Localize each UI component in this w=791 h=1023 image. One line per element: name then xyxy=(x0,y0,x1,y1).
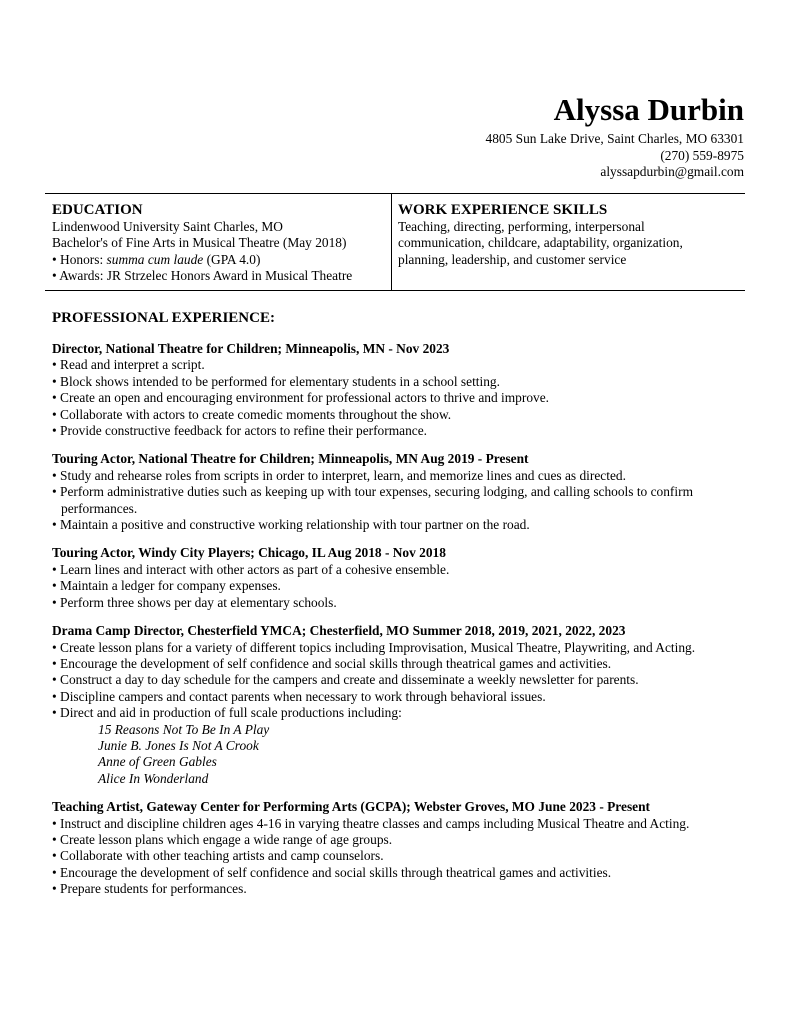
job-bullet: • Collaborate with other teaching artists and camp counselors. xyxy=(52,848,384,864)
education-title: EDUCATION xyxy=(52,202,143,218)
job-entry xyxy=(52,623,752,787)
awards: • Awards: JR Strzelec Honors Award in Musical Theatre xyxy=(52,268,353,284)
production-title: Alice In Wonderland xyxy=(98,770,209,786)
skills-line: Teaching, directing, performing, interpersonal xyxy=(398,219,645,234)
honors-latin: summa cum laude xyxy=(106,251,204,267)
job-entry xyxy=(52,799,752,897)
experience-title: PROFESSIONAL EXPERIENCE: xyxy=(52,310,275,326)
skills-title: WORK EXPERIENCE SKILLS xyxy=(398,202,608,218)
job-bullet: • Collaborate with actors to create comedic moments throughout the show. xyxy=(52,406,452,422)
job-title: Director, National Theatre for Children; Minneapolis, MN - Nov 2023 xyxy=(52,341,450,356)
job-title: Touring Actor, National Theatre for Children; Minneapolis, MN Aug 2019 - Present xyxy=(52,451,529,467)
honors-suffix: (GPA 4.0) xyxy=(203,251,261,267)
skills-section xyxy=(398,202,738,268)
job-bullet: • Perform three shows per day at elementary schools. xyxy=(52,594,337,610)
email: alyssapdurbin@gmail.com xyxy=(600,164,744,180)
job-bullet: • Provide constructive feedback for actors to refine their performance. xyxy=(52,423,427,439)
candidate-name: Alyssa Durbin xyxy=(553,92,744,127)
job-bullet: • Instruct and discipline children ages 4-16 in varying theatre classes and camps including Musical Theatre and Acting. xyxy=(52,815,690,831)
job-bullet: • Discipline campers and contact parents when necessary to work through behavioral issues. xyxy=(52,688,546,704)
table-divider xyxy=(391,194,392,290)
school: Lindenwood University Saint Charles, MO xyxy=(52,219,283,234)
job-title: Touring Actor, Windy City Players; Chicago, IL Aug 2018 - Nov 2018 xyxy=(52,545,446,561)
job-bullet: • Learn lines and interact with other actors as part of a cohesive ensemble. xyxy=(52,561,450,577)
degree: Bachelor's of Fine Arts in Musical Theatre (May 2018) xyxy=(52,235,347,251)
job-bullet: • Maintain a positive and constructive working relationship with tour partner on the road. xyxy=(52,517,530,533)
experience-section xyxy=(52,309,752,910)
education-skills-table xyxy=(45,193,745,291)
job-bullet: • Prepare students for performances. xyxy=(52,881,247,897)
job-bullet: • Create lesson plans for a variety of different topics including Improvisation, Musical Theatre, Playwriting, and Acting. xyxy=(52,639,696,655)
address: 4805 Sun Lake Drive, Saint Charles, MO 63301 xyxy=(485,131,744,146)
job-bullet: • Encourage the development of self confidence and social skills through theatrical games and activities. xyxy=(52,655,612,671)
resume-header xyxy=(486,92,744,181)
phone: (270) 559-8975 xyxy=(660,147,744,163)
job-bullet: • Maintain a ledger for company expenses. xyxy=(52,578,281,594)
job-bullet: • Create an open and encouraging environment for professional actors to thrive and improve. xyxy=(52,390,550,406)
job-bullet: • Study and rehearse roles from scripts in order to interpret, learn, and memorize lines and cues as directed. xyxy=(52,467,626,483)
production-title: Anne of Green Gables xyxy=(98,754,217,770)
job-entry xyxy=(52,451,752,533)
job-title: Teaching Artist, Gateway Center for Performing Arts (GCPA); Webster Groves, MO June 2023 - Present xyxy=(52,799,651,815)
honors-prefix: • Honors: xyxy=(52,251,107,267)
production-title: 15 Reasons Not To Be In A Play xyxy=(98,721,270,737)
job-bullet: • Construct a day to day schedule for the campers and create and disseminate a weekly newsletter for parents. xyxy=(52,672,639,688)
job-entry xyxy=(52,545,752,611)
honors xyxy=(52,252,387,268)
job-bullet: • Block shows intended to be performed for elementary students in a school setting. xyxy=(52,373,500,389)
production-title: Junie B. Jones Is Not A Crook xyxy=(98,737,259,753)
skills-line: planning, leadership, and customer service xyxy=(398,251,627,267)
job-bullet: • Create lesson plans which engage a wide range of age groups. xyxy=(52,831,393,847)
job-bullet: • Direct and aid in production of full scale productions including: xyxy=(52,705,402,721)
job-entry xyxy=(52,341,752,439)
job-title: Drama Camp Director, Chesterfield YMCA; Chesterfield, MO Summer 2018, 2019, 2021, 2022, 2023 xyxy=(52,623,626,639)
job-bullet: • Read and interpret a script. xyxy=(52,357,205,373)
job-bullet: • Encourage the development of self confidence and social skills through theatrical games and activities. xyxy=(52,864,612,880)
education-section xyxy=(52,202,387,285)
skills-line: communication, childcare, adaptability, organization, xyxy=(398,235,683,251)
job-bullet: • Perform administrative duties such as keeping up with tour expenses, securing lodging, and calling schools to confirm performances. xyxy=(52,484,693,516)
